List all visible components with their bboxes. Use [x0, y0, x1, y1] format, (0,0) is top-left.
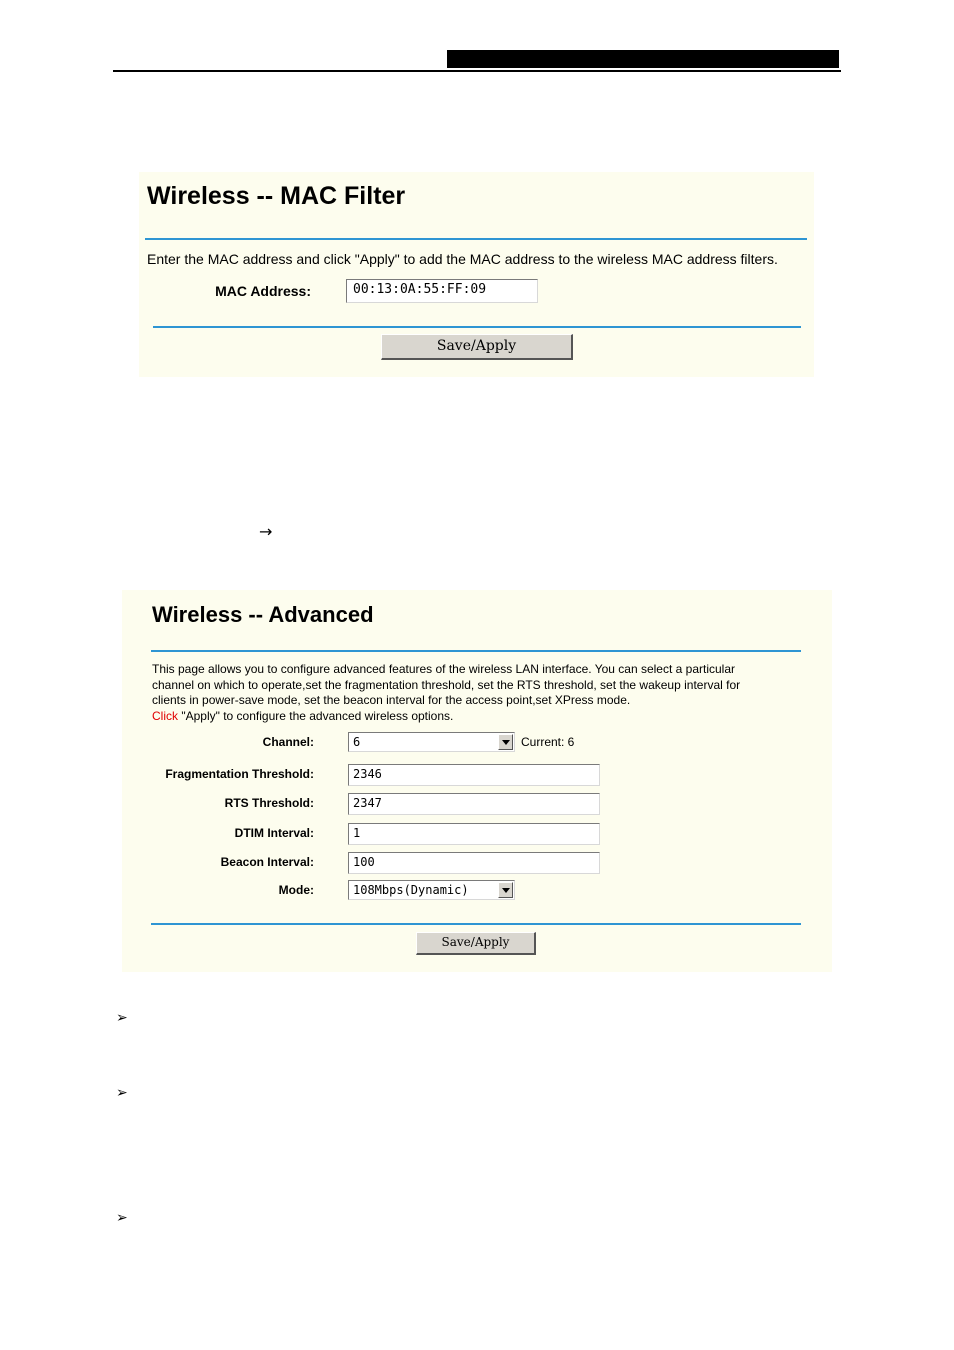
current-channel-text: Current: 6: [521, 735, 575, 749]
page-title: Wireless -- Advanced: [152, 602, 374, 627]
mode-value: 108Mbps(Dynamic): [353, 883, 469, 897]
title-rule: [145, 238, 807, 240]
channel-value: 6: [353, 735, 361, 749]
title-rule: [151, 650, 801, 652]
arrow-right-icon: →: [259, 522, 273, 541]
rts-threshold-label: RTS Threshold:: [224, 796, 314, 810]
description-line: This page allows you to configure advanced features of the wireless LAN interface. You can select a particular: [152, 662, 736, 676]
bullet-arrow-icon: ➢: [116, 1085, 128, 1101]
mac-address-input[interactable]: 00:13:0A:55:FF:09: [346, 279, 538, 303]
click-rest: "Apply" to configure the advanced wireless options.: [178, 709, 454, 724]
footer-rule: [151, 923, 801, 925]
dtim-interval-label: DTIM Interval:: [234, 826, 314, 840]
mac-address-label: MAC Address:: [215, 283, 311, 299]
footer-rule: [153, 326, 801, 328]
fragmentation-threshold-label: Fragmentation Threshold:: [165, 767, 314, 781]
description-line: channel on which to operate,set the fragmentation threshold, set the RTS threshold, set the wakeup interval for: [152, 677, 741, 692]
description-line: clients in power-save mode, set the beacon interval for the access point,set XPress mode.: [152, 693, 631, 708]
page-title: Wireless -- MAC Filter: [147, 182, 406, 210]
save-apply-button[interactable]: Save/Apply: [381, 334, 573, 360]
click-word: Click: [152, 709, 178, 724]
chevron-down-icon[interactable]: [498, 734, 513, 750]
mode-label: Mode:: [278, 883, 314, 897]
description: Enter the MAC address and click "Apply" to add the MAC address to the wireless MAC address filters.: [147, 251, 778, 267]
description-line: [152, 709, 740, 725]
save-apply-button[interactable]: Save/Apply: [416, 932, 536, 955]
channel-select[interactable]: [348, 732, 515, 752]
beacon-interval-label: Beacon Interval:: [220, 855, 314, 869]
advanced-panel: [122, 590, 832, 972]
channel-label: Channel:: [262, 735, 314, 749]
mode-select[interactable]: [348, 880, 515, 900]
bullet-arrow-icon: ➢: [116, 1010, 128, 1026]
dtim-interval-input[interactable]: 1: [348, 823, 600, 845]
chevron-down-icon[interactable]: [498, 882, 513, 898]
beacon-interval-input[interactable]: 100: [348, 852, 600, 874]
header-black-bar: [447, 50, 839, 68]
fragmentation-threshold-input[interactable]: 2346: [348, 764, 600, 786]
description: [152, 662, 740, 725]
header-rule: [113, 70, 841, 72]
bullet-arrow-icon: ➢: [116, 1210, 128, 1226]
mac-filter-panel: [139, 172, 814, 377]
rts-threshold-input[interactable]: 2347: [348, 793, 600, 815]
